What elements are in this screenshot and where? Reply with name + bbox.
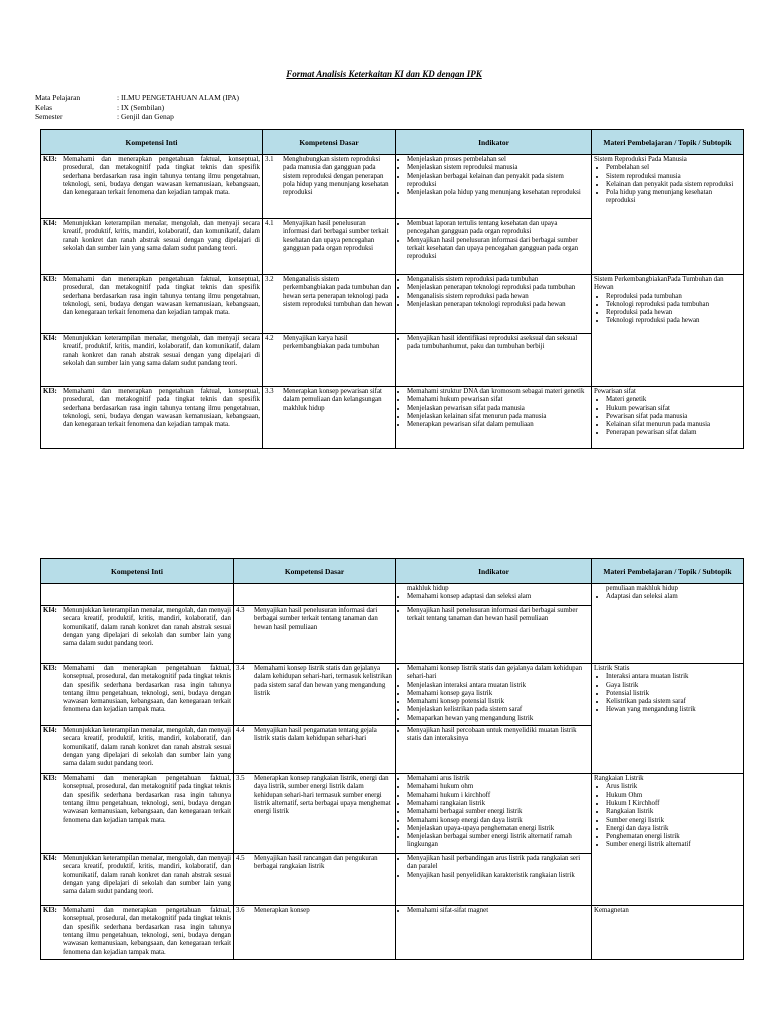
kd-cell bbox=[234, 726, 396, 774]
header-kd: Kompetensi Dasar bbox=[234, 559, 396, 584]
indikator-cell bbox=[396, 155, 592, 219]
kd-entry bbox=[236, 727, 393, 744]
ki-entry bbox=[43, 775, 231, 825]
kd-code: 4.1 bbox=[265, 220, 274, 227]
ki-text: Menunjukkan keterampilan menalar, mengolah, dan menyaji secara kreatif, produktif, kritis, mandiri, kolaboratif, dan komunikatif, dalam ranah konkret dan ranah abstrak sesuai dengan yang dipelajari di sekolah dan sumber lain yang sama dalam sudut pandang teori. bbox=[63, 607, 231, 648]
kd-code: 3.3 bbox=[265, 388, 274, 395]
ki-cell bbox=[41, 275, 263, 334]
kd-cell bbox=[263, 334, 396, 387]
ki-cell bbox=[41, 584, 234, 606]
kd-cell bbox=[263, 387, 396, 449]
indikator-item: • Memahami hukum ohm bbox=[407, 783, 589, 791]
ki-code: KI4: bbox=[43, 727, 57, 735]
kd-code: 3.1 bbox=[265, 156, 274, 163]
kd-code: 3.5 bbox=[236, 775, 245, 783]
indikator-item: • Menyajikan hasil perbandingan arus listrik pada rangkaian seri dan paralel bbox=[407, 855, 589, 872]
indikator-list bbox=[398, 775, 589, 850]
ki-cell bbox=[41, 334, 263, 387]
ki-cell bbox=[41, 219, 263, 275]
ki-entry bbox=[43, 156, 260, 197]
materi-item: • Hukum Ohm bbox=[606, 792, 741, 800]
materi-item: • Materi genetik bbox=[606, 396, 741, 404]
ki-code: KI3: bbox=[43, 388, 57, 395]
indikator-item: • Menyajikan hasil penelusuran informasi dari berbagai sumber terkait tentang tanaman dan hewan hasil pemuliaan bbox=[407, 607, 589, 624]
materi-item: • Pewarisan sifat pada manusia bbox=[606, 413, 741, 421]
ki-cell bbox=[41, 906, 234, 960]
kd-text: Menyajikan hasil rancangan dan pengukuran berbagai rangkaian listrik bbox=[254, 855, 378, 871]
materi-item: • Reproduksi pada tumbuhan bbox=[606, 293, 741, 301]
materi-item: • Arus listrik bbox=[606, 783, 741, 791]
indikator-item: • Menyajikan hasil penelusuran informasi dari berbagai sumber terkait kesehatan dan upaya pencegahan gangguan pada organ reproduksi bbox=[407, 237, 589, 262]
materi-title: Sistem Reproduksi Pada Manusia bbox=[594, 156, 687, 163]
kd-entry bbox=[236, 855, 393, 872]
indikator-item: • Menerapkan pewarisan sifat dalam pemuliaan bbox=[407, 421, 589, 429]
materi-item: • Hewan yang mengandung listrik bbox=[606, 706, 741, 714]
kd-cell bbox=[234, 606, 396, 664]
indikator-item: • Menjelaskan upaya-upaya penghematan energi listrik bbox=[407, 825, 589, 833]
materi-item: • Teknologi reproduksi pada hewan bbox=[606, 317, 741, 325]
kd-code: 4.5 bbox=[236, 855, 245, 863]
ki-code: KI3: bbox=[43, 276, 57, 283]
materi-item: • Hukum I Kirchhoff bbox=[606, 800, 741, 808]
ki-code: KI4: bbox=[43, 607, 57, 614]
ki-cell bbox=[41, 726, 234, 774]
indikator-cell bbox=[396, 219, 592, 275]
indikator-item: • Menyajikan hasil identifikasi reproduksi aseksual dan seksual pada tumbuhanhumut, paku dan tumbuhan berbiji bbox=[407, 335, 589, 352]
indikator-cell bbox=[396, 906, 592, 960]
ki-cell bbox=[41, 606, 234, 664]
ki-text: Menunjukkan keterampilan menalar, mengolah, dan menyaji secara kreatif, produktif, kritis, mandiri, kolaboratif, dan komunikatif, dalam ranah konkret dan ranah abstrak sesuai dengan yang dipelajari di sekolah dan sumber lain yang sama dalam sudut pandang teori. bbox=[63, 855, 231, 896]
ki-code: KI4: bbox=[43, 220, 57, 227]
kd-text: Menerapkan konsep bbox=[254, 907, 310, 915]
table-section-2 bbox=[40, 558, 743, 960]
table-row bbox=[41, 906, 744, 960]
ki-entry bbox=[43, 727, 231, 768]
indikator-item: • Menganalisis sistem reproduksi pada hewan bbox=[407, 293, 589, 301]
indikator-item: • Menjelaskan proses pembelahan sel bbox=[407, 156, 589, 164]
header-materi: Materi Pembelajaran / Topik / Subtopik bbox=[592, 130, 744, 155]
materi-list bbox=[594, 293, 741, 326]
materi-item: • Sistem reproduksi manusia bbox=[606, 173, 741, 181]
indikator-item: • Membuat laporan tertulis tentang kesehatan dan upaya pencegahan gangguan pada organ reproduksi bbox=[407, 220, 589, 237]
indikator-item: • Menjelaskan sistem reproduksi manusia bbox=[407, 164, 589, 172]
materi-cell bbox=[592, 584, 744, 664]
ki-text: Memahami dan menerapkan pengetahuan faktual, konseptual, prosedural, dan metakognitif pada tingkat teknis dan spesifik sederhana berdasarkan rasa ingin tahunya tentang ilmu pengetahuan, teknologi, seni, budaya dengan wawasan kemanusiaan, kebangsaan, dan kenegaraan terkait fenomena dan kejadian tampak mata. bbox=[63, 775, 231, 824]
table-row bbox=[41, 155, 744, 219]
page-title: Format Analisis Keterkaitan KI dan KD dengan IPK bbox=[286, 69, 482, 79]
ki-cell bbox=[41, 155, 263, 219]
indikator-item: • Memahami berbagai sumber energi listrik bbox=[407, 808, 589, 816]
kd-cell bbox=[234, 906, 396, 960]
indikator-cell bbox=[396, 854, 592, 906]
table-row bbox=[41, 387, 744, 449]
kd-entry bbox=[265, 335, 393, 352]
analysis-table-1 bbox=[40, 129, 744, 449]
ki-cell bbox=[41, 664, 234, 726]
kd-cell bbox=[234, 584, 396, 606]
header-ki: Kompetensi Inti bbox=[41, 130, 263, 155]
indikator-item: • Menjelaskan kelistrikan pada sistem saraf bbox=[407, 706, 589, 714]
kd-entry bbox=[265, 156, 393, 197]
materi-item: • Adaptasi dan seleksi alam bbox=[606, 593, 741, 601]
ki-code: KI4: bbox=[43, 855, 57, 863]
kd-entry bbox=[236, 907, 393, 915]
materi-item: • Pola hidup yang menunjang kesehatan reproduksi bbox=[606, 189, 741, 206]
indikator-item: • Menjelaskan interaksi antara muatan listrik bbox=[407, 682, 589, 690]
kd-entry bbox=[236, 607, 393, 632]
ki-code: KI3: bbox=[43, 156, 57, 163]
kd-code: 4.3 bbox=[236, 607, 245, 614]
indikator-item: • Menyajikan hasil penyelidikan karakteristik rangkaian listrik bbox=[407, 872, 589, 880]
table-section-1 bbox=[40, 129, 743, 449]
indikator-item: • Memahami konsep gaya listrik bbox=[407, 690, 589, 698]
materi-continued: pemuliaan makhluk hidup bbox=[606, 585, 678, 592]
ki-code: KI3: bbox=[43, 907, 57, 915]
kd-cell bbox=[234, 854, 396, 906]
materi-title: Sistem PerkembangbiakanPada Tumbuhan dan Hewan bbox=[594, 276, 724, 292]
materi-list bbox=[594, 673, 741, 714]
materi-list bbox=[594, 783, 741, 849]
ki-entry bbox=[43, 276, 260, 317]
kd-entry bbox=[236, 775, 393, 816]
indikator-list bbox=[398, 855, 589, 880]
materi-item: • Penerapan pewarisan sifat dalam bbox=[606, 429, 741, 437]
indikator-item: • Memahami konsep potensial listrik bbox=[407, 698, 589, 706]
kd-text: Menyajikan hasil penelusuran informasi dari berbagai sumber terkait kesehatan dan upaya pencegahan gangguan pada organ reproduksi bbox=[283, 220, 389, 252]
meta-row-semester bbox=[35, 112, 239, 122]
ki-entry bbox=[43, 855, 231, 896]
indikator-list bbox=[398, 607, 589, 624]
kd-text: Menyajikan karya hasil perkembangbiakan pada tumbuhan bbox=[283, 335, 380, 351]
kd-entry bbox=[236, 665, 393, 698]
indikator-list bbox=[398, 907, 589, 915]
indikator-item: • Menjelaskan penerapan teknologi reproduksi pada hewan bbox=[407, 301, 589, 309]
kd-code: 3.4 bbox=[236, 665, 245, 672]
indikator-continued: makhluk hidup bbox=[407, 585, 449, 592]
materi-title: Kemagnetan bbox=[594, 907, 629, 915]
indikator-list bbox=[398, 335, 589, 352]
kd-text: Menghubungkan sistem reproduksi pada manusia dan gangguan pada sistem reproduksi dengan penerapan pola hidup yang menunjang kesehatan reproduksi bbox=[283, 156, 389, 197]
materi-cell bbox=[592, 774, 744, 906]
meta-row-class bbox=[35, 103, 239, 113]
indikator-cell bbox=[396, 334, 592, 387]
meta-row-subject bbox=[35, 93, 239, 103]
materi-cell bbox=[592, 155, 744, 275]
ki-text: Memahami dan menerapkan pengetahuan faktual, konseptual, prosedural, dan metakognitif pada tingkat teknis dan spesifik sederhana berdasarkan rasa ingin tahunya tentang ilmu pengetahuan, teknologi, seni, budaya dengan wawasan kemanusiaan, kebangsaan, dan kenegaraan terkait fenomena dan kejadian tampak mata. bbox=[63, 907, 231, 956]
materi-item: • Teknologi reproduksi pada tumbuhan bbox=[606, 301, 741, 309]
materi-item: • Kelistrikan pada sistem saraf bbox=[606, 698, 741, 706]
indikator-item: • Menjelaskan kelainan sifat menurun pada manusia bbox=[407, 413, 589, 421]
kd-text: Memahami konsep listrik statis dan gejalanya dalam kehidupan sehari-hari, termasuk kelistrikan pada sistem saraf dan hewan yang mengandung listrik bbox=[254, 665, 392, 697]
ki-code: KI3: bbox=[43, 665, 57, 672]
indikator-item: • Menyajikan hasil percobaan untuk menyelidiki muatan listrik statis dan interaksinya bbox=[407, 727, 589, 744]
header-indikator: Indikator bbox=[396, 130, 592, 155]
kd-text: Menerapkan konsep rangkaian listrik, energi dan daya listrik, sumber energi listrik dalam kehidupan sehari-hari termasuk sumber energi listrik alternatif, serta berbagai upaya menghemat energi listrik bbox=[254, 775, 391, 816]
kd-text: Menyajikan hasil penelusuran informasi dari berbagai sumber terkait tentang tanaman dan hewan hasil pemuliaan bbox=[254, 607, 378, 631]
ki-entry bbox=[43, 665, 231, 715]
ki-code: KI4: bbox=[43, 335, 57, 342]
ki-text: Memahami dan menerapkan pengetahuan faktual, konseptual, prosedural, dan metakognitif pada tingkat teknis dan spesifik sederhana berdasarkan rasa ingin tahunya tentang ilmu pengetahuan, teknologi, seni, budaya dengan wawasan kemanusiaan, kebangsaan, dan kenegaraan terkait fenomena dan kejadian tampak mata. bbox=[63, 665, 231, 714]
ki-entry bbox=[43, 607, 231, 648]
indikator-list bbox=[398, 593, 589, 601]
indikator-cell bbox=[396, 387, 592, 449]
ki-cell bbox=[41, 854, 234, 906]
analysis-table-2 bbox=[40, 558, 744, 960]
kd-code: 4.2 bbox=[265, 335, 274, 342]
materi-item: • Potensial listrik bbox=[606, 690, 741, 698]
materi-item: • Hukum pewarisan sifat bbox=[606, 405, 741, 413]
kd-entry bbox=[265, 220, 393, 253]
meta-label: Kelas bbox=[35, 102, 53, 112]
indikator-item: • Memahami konsep adaptasi dan seleksi alam bbox=[407, 593, 589, 601]
materi-cell bbox=[592, 906, 744, 960]
indikator-list bbox=[398, 388, 589, 429]
indikator-item: • Memahami konsep listrik statis dan gejalanya dalam kehidupan sehari-hari bbox=[407, 665, 589, 682]
ki-cell bbox=[41, 774, 234, 854]
kd-text: Menyajikan hasil pengamatan tentang gejala listrik statis dalam kehidupan sehari-hari bbox=[254, 727, 377, 743]
materi-cell bbox=[592, 387, 744, 449]
indikator-item: • Memahami konsep energi dan daya listrik bbox=[407, 817, 589, 825]
indikator-cell bbox=[396, 584, 592, 606]
kd-code: 3.2 bbox=[265, 276, 274, 283]
indikator-list bbox=[398, 156, 589, 197]
header-ki: Kompetensi Inti bbox=[41, 559, 234, 584]
ki-entry bbox=[43, 388, 260, 429]
materi-item: • Kelainan sifat menurun pada manusia bbox=[606, 421, 741, 429]
materi-item: • Penghematan energi listrik bbox=[606, 833, 741, 841]
ki-text: Menunjukkan keterampilan menalar, mengolah, dan menyaji secara kreatif, produktif, kritis, mandiri, kolaboratif, dan komunikatif, dalam ranah konkret dan ranah abstrak sesuai dengan yang dipelajari di sekolah dan sumber lain yang sama dalam sudut pandang teori. bbox=[63, 220, 260, 252]
materi-title: Listrik Statis bbox=[594, 665, 630, 672]
header-kd: Kompetensi Dasar bbox=[263, 130, 396, 155]
table-row bbox=[41, 584, 744, 606]
materi-title: Rangkaian Listrik bbox=[594, 775, 644, 783]
materi-list bbox=[594, 396, 741, 437]
indikator-item: • Menjelaskan berbagai kelainan dan penyakit pada sistem reproduksi bbox=[407, 173, 589, 190]
indikator-item: • Menjelaskan pewarisan sifat pada manusia bbox=[407, 405, 589, 413]
indikator-item: • Memahami arus listrik bbox=[407, 775, 589, 783]
indikator-item: • Memahami rangkaian listrik bbox=[407, 800, 589, 808]
kd-cell bbox=[234, 664, 396, 726]
materi-item: • Sumber energi listrik alternatif bbox=[606, 841, 741, 849]
indikator-item: • Memahami struktur DNA dan kromosom sebagai materi genetik bbox=[407, 388, 589, 396]
kd-entry bbox=[265, 276, 393, 309]
ki-entry bbox=[43, 335, 260, 368]
indikator-list bbox=[398, 220, 589, 261]
document-meta bbox=[35, 93, 239, 122]
materi-title: Pewarisan sifat bbox=[594, 388, 636, 395]
materi-cell bbox=[592, 664, 744, 774]
kd-text: Menerapkan konsep pewarisan sifat dalam pemuliaan dan kelangsungan makhluk hidup bbox=[283, 388, 382, 412]
ki-code: KI3: bbox=[43, 775, 57, 783]
kd-cell bbox=[263, 275, 396, 334]
kd-cell bbox=[263, 155, 396, 219]
indikator-item: • Memahami sifat-sifat magnet bbox=[407, 907, 589, 915]
indikator-cell bbox=[396, 275, 592, 334]
indikator-item: • Menjelaskan berbagai sumber energi listrik alternatif ramah lingkungan bbox=[407, 833, 589, 850]
table-row bbox=[41, 774, 744, 854]
ki-text: Memahami dan menerapkan pengetahuan faktual, konseptual, prosedural, dan metakognitif pada tingkat teknis dan spesifik sederhana berdasarkan rasa ingin tahunya tentang ilmu pengetahuan, teknologi, seni, budaya dengan wawasan kemanusiaan, kebangsaan, dan kenegaraan terkait fenomena dan kejadian tampak mata. bbox=[63, 156, 260, 197]
meta-value: : Genjil dan Genap bbox=[117, 112, 174, 121]
indikator-item: • Menjelaskan pola hidup yang menunjang kesehatan reproduksi bbox=[407, 189, 589, 197]
header-materi: Materi Pembelajaran / Topik / Subtopik bbox=[592, 559, 744, 584]
materi-list bbox=[594, 164, 741, 205]
meta-value: : IX (Sembilan) bbox=[117, 102, 165, 112]
meta-label: Semester bbox=[35, 112, 63, 121]
materi-item: • Rangkaian listrik bbox=[606, 808, 741, 816]
materi-item: • Pembelahan sel bbox=[606, 164, 741, 172]
kd-cell bbox=[234, 774, 396, 854]
indikator-item: • Memahami hukum i kirchhoff bbox=[407, 792, 589, 800]
ki-text: Memahami dan menerapkan pengetahuan faktual, konseptual, prosedural, dan metakognitif pada tingkat teknis dan spesifik sederhana berdasarkan rasa ingin tahunya tentang ilmu pengetahuan, teknologi, seni, budaya dengan wawasan kemanusiaan, kebangsaan, dan kenegaraan terkait fenomena dan kejadian tampak mata. bbox=[63, 388, 260, 429]
ki-text: Memahami dan menerapkan pengetahuan faktual, konseptual, prosedural, dan metakognitif pada tingkat teknis dan spesifik sederhana berdasarkan rasa ingin tahunya tentang ilmu pengetahuan, teknologi, seni, budaya dengan wawasan kemanusiaan, kebangsaan, dan kenegaraan terkait fenomena dan kejadian tampak mata. bbox=[63, 276, 260, 317]
kd-code: 4.4 bbox=[236, 727, 245, 735]
kd-code: 3.6 bbox=[236, 907, 245, 915]
ki-entry bbox=[43, 220, 260, 253]
materi-item: • Kelainan dan penyakit pada sistem reproduksi bbox=[606, 181, 741, 189]
ki-cell bbox=[41, 387, 263, 449]
kd-text: Menganalisis sistem perkembangbiakan pada tumbuhan dan hewan serta penerapan teknologi pada sistem reproduksi tumbuhan dan hewan bbox=[283, 276, 393, 308]
materi-cell bbox=[592, 275, 744, 387]
indikator-cell bbox=[396, 664, 592, 726]
meta-label: Mata Pelajaran bbox=[35, 93, 81, 102]
materi-item: • Reproduksi pada hewan bbox=[606, 309, 741, 317]
indikator-list bbox=[398, 276, 589, 309]
indikator-item: • Menjelaskan penerapan teknologi reproduksi pada tumbuhan bbox=[407, 284, 589, 292]
indikator-item: • Menganalisis sistem reproduksi pada tumbuhan bbox=[407, 276, 589, 284]
kd-entry bbox=[265, 388, 393, 413]
materi-item: • Energi dan daya listrik bbox=[606, 825, 741, 833]
materi-item: • Interaksi antara muatan listrik bbox=[606, 673, 741, 681]
header-indikator: Indikator bbox=[396, 559, 592, 584]
materi-item: • Gaya listrik bbox=[606, 682, 741, 690]
indikator-list bbox=[398, 727, 589, 744]
table-row bbox=[41, 275, 744, 334]
ki-text: Menunjukkan keterampilan menalar, mengolah, dan menyaji secara kreatif, produktif, kritis, mandiri, kolaboratif, dan komunikatif, dalam ranah konkret dan ranah abstrak sesuai dengan yang dipelajari di sekolah dan sumber lain yang sama dalam sudut pandang teori. bbox=[63, 335, 260, 367]
ki-text: Menunjukkan keterampilan menalar, mengolah, dan menyaji secara kreatif, produktif, kritis, mandiri, kolaboratif, dan komunikatif, dalam ranah konkret dan ranah abstrak sesuai dengan yang dipelajari di sekolah dan sumber lain yang sama dalam sudut pandang teori. bbox=[63, 727, 231, 768]
indikator-list bbox=[398, 665, 589, 723]
indikator-cell bbox=[396, 774, 592, 854]
kd-cell bbox=[263, 219, 396, 275]
indikator-cell bbox=[396, 726, 592, 774]
table-row bbox=[41, 664, 744, 726]
indikator-item: • Memahami hukum pewarisan sifat bbox=[407, 396, 589, 404]
indikator-cell bbox=[396, 606, 592, 664]
materi-list bbox=[594, 593, 741, 601]
indikator-item: • Memaparkan hewan yang mengandung listrik bbox=[407, 715, 589, 723]
ki-entry bbox=[43, 907, 231, 957]
meta-value: : ILMU PENGETAHUAN ALAM (IPA) bbox=[117, 93, 240, 102]
materi-item: • Sumber energi listrik bbox=[606, 817, 741, 825]
